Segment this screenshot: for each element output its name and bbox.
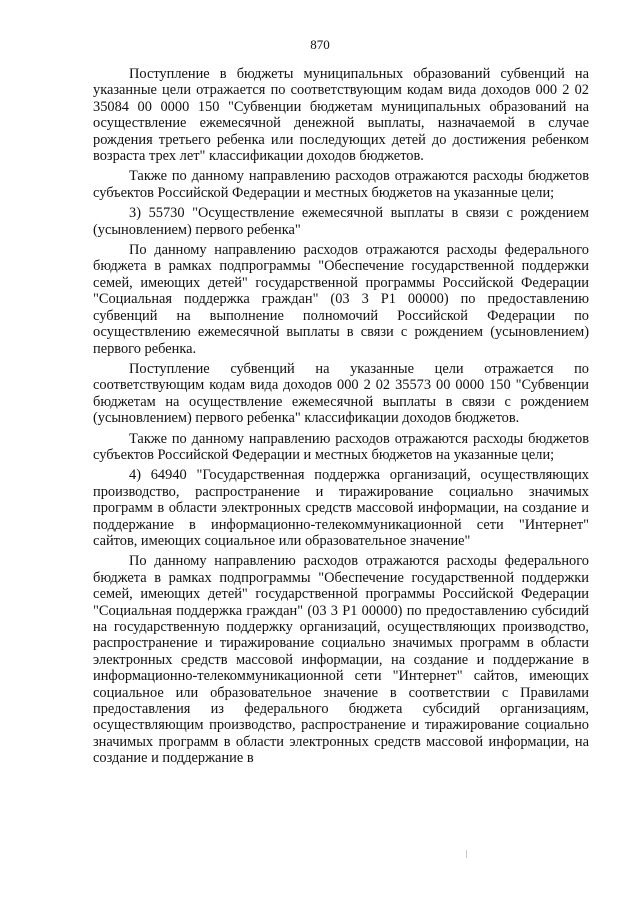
- scan-artifact: [466, 850, 467, 858]
- paragraph-federal-expenses-first-child: По данному направлению расходов отражаются расходы федерального бюджета в рамках подпрограммы "Обеспечение государственной поддержки семей, имеющих детей" государственной программы Российской Федерации "Социальная поддержка граждан" (03 3 P1 00000) по предоставлению субвенций на выполнение полномочий Российской Федерации по осуществлению ежемесячной выплаты в связи с рождением (усыновлением) первого ребенка.: [93, 242, 589, 357]
- paragraph-item-64940-heading: 4) 64940 "Государственная поддержка организаций, осуществляющих производство, распространение и тиражирование социально значимых программ в области электронных средств массовой информации, на создание и поддержание в информационно-телекоммуникационной сети "Интернет" сайтов, имеющих социальное или образовательное значение": [93, 467, 589, 549]
- paragraph-subvention-income-35084: Поступление в бюджеты муниципальных образований субвенций на указанные цели отражается по соответствующим кодам вида доходов 000 2 02 35084 00 0000 150 "Субвенции бюджетам муниципальных образований на осуществление ежемесячной денежной выплаты, назначаемой в случае рождения третьего ребенка или последующих детей до достижения ребенком возраста трех лет" классификации доходов бюджетов.: [93, 66, 589, 165]
- paragraph-regional-local-expenses: Также по данному направлению расходов отражаются расходы бюджетов субъектов Российской Федерации и местных бюджетов на указанные цели;: [93, 168, 589, 201]
- page-number: 870: [310, 37, 330, 52]
- paragraph-subvention-income-35573: Поступление субвенций на указанные цели отражается по соответствующим кодам вида доходов 000 2 02 35573 00 0000 150 "Субвенции бюджетам на осуществление ежемесячной выплаты в связи с рождением (усыновлением) первого ребенка" классификации доходов бюджетов.: [93, 360, 589, 427]
- paragraph-federal-expenses-media-support: По данному направлению расходов отражаются расходы федерального бюджета в рамках подпрограммы "Обеспечение государственной поддержки семей, имеющих детей" государственной программы Российской Федерации "Социальная поддержка граждан" (03 3 P1 00000) по предоставлению субсидий на государственную поддержку организаций, осуществляющих производство, распространение и тиражирование социально значимых программ в области электронных средств массовой информации, на создание и поддержание в информационно-телекоммуникационной сети "Интернет" сайтов, имеющих социальное или образовательное значение в соответствии с Правилами предоставления из федерального бюджета субсидий организациям, осуществляющим производство, распространение и тиражирование социально значимых программ в области электронных средств массовой информации, на создание и поддержание в: [93, 553, 589, 767]
- paragraph-item-55730-heading: 3) 55730 "Осуществление ежемесячной выплаты в связи с рождением (усыновлением) первого ребенка": [93, 205, 589, 238]
- paragraph-regional-local-expenses-2: Также по данному направлению расходов отражаются расходы бюджетов субъектов Российской Федерации и местных бюджетов на указанные цели;: [93, 430, 589, 463]
- document-body: [93, 66, 589, 767]
